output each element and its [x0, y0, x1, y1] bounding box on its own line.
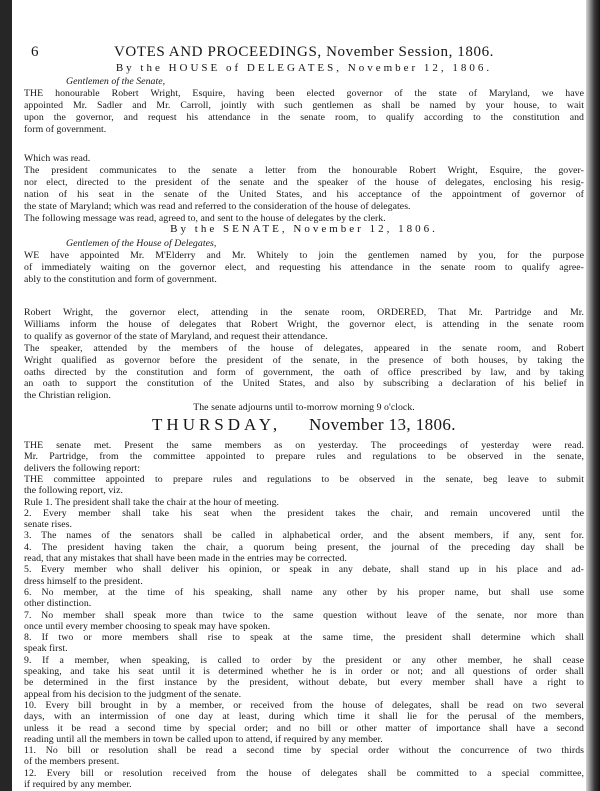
text-line: other distinction. — [24, 598, 92, 610]
text-line: Rule 1. The president shall take the chair at the hour of meeting. — [24, 496, 280, 508]
text-line: The speaker, attended by the members of the house of delegates, appeared in the senate room, and Robert — [24, 342, 584, 354]
text-line: delivers the following report: — [24, 462, 141, 474]
text-line: once until every member choosing to speak may have spoken. — [24, 620, 271, 632]
text-line: Williams inform the house of delegates that Robert Wright, the governor elect, is attending in the senate room — [24, 318, 584, 330]
day-heading-day: THURSDAY, — [152, 416, 282, 434]
text-line: 10. Every bill brought in by a member, or received from the house of delegates, shall be read on two several — [24, 699, 584, 711]
day-heading — [24, 416, 584, 434]
text-line: By the HOUSE of DELEGATES, November 12, 1806. — [115, 63, 493, 74]
text-line: 2. Every member shall take his seat when the president takes the chair, and remain uncovered until the — [24, 507, 584, 519]
day-heading-date: November 13, 1806. — [309, 416, 456, 434]
text-line: 7. No member shall speak more than twice to the same question without leave of the senate, nor more than — [24, 609, 584, 621]
text-line: Mr. Partridge, from the committee appointed to prepare rules and regulations to be observed in the senate, — [24, 451, 584, 463]
page-number: 6 — [31, 44, 40, 60]
text-line: dress himself to the president. — [24, 575, 143, 587]
text-line: be determined in the first instance by the president, without debate, but every member shall have a right to — [24, 677, 584, 689]
text-line: read, that any mistakes that shall have been made in the entries may be corrected. — [24, 553, 347, 564]
text-line: THE honourable Robert Wright, Esquire, having been elected governor of the state of Maryland, we have — [24, 88, 584, 100]
text-line: 5. Every member who shall deliver his opinion, or speak in any debate, shall stand up in his place and ad- — [24, 564, 584, 576]
text-line: 11. No bill or resolution shall be read a second time by special order without the concurrence of two thirds — [24, 745, 584, 757]
text-line: appointed Mr. Sadler and Mr. Carroll, jointly with such gentlemen as shall be named by your house, to wait — [24, 100, 584, 112]
text-line: Gentlemen of the House of Delegates, — [66, 237, 217, 249]
text-line: days, with an intermission of one day at least, during which time it shall lie for the perusal of the members, — [24, 711, 584, 723]
text-line: The president communicates to the senate a letter from the honourable Robert Wright, Esquire, the gover- — [24, 164, 584, 176]
running-title: VOTES AND PROCEEDINGS, November Session, 1806. — [113, 44, 495, 60]
text-line: The following message was read, agreed to, and sent to the house of delegates by the clerk. — [24, 212, 386, 224]
text-line: 4. The president having taken the chair, a quorum being present, the journal of the preceding day shall be — [24, 541, 584, 553]
text-line: By the SENATE, November 12, 1806. — [170, 224, 438, 236]
text-line: ably to the constitution and form of government. — [24, 273, 217, 285]
text-line: an oath to support the constitution of the United States, and also by subscribing a declaration of his belief in — [24, 378, 584, 390]
text-line: the state of Maryland; which was read and referred to the consideration of the house of delegates. — [24, 200, 411, 212]
text-line: upon the governor, and request his attendance in the senate room, to qualify according to the constitution and — [24, 112, 584, 124]
text-line: the following report, viz. — [24, 485, 123, 497]
text-line: THE senate met. Present the same members as on yesterday. The proceedings of yesterday were read. — [24, 440, 584, 451]
text-line: oaths directed by the constitution and form of government, the oath of office prescribed by law, and by taking — [24, 366, 584, 378]
text-line: The senate adjourns until to-morrow morning 9 o'clock. — [193, 402, 415, 414]
text-line: Gentlemen of the Senate, — [66, 76, 166, 88]
text-line: of immediately waiting on the governor elect, and requesting his attendance in the senate room to qualify agree- — [24, 261, 584, 273]
text-line: nor elect, directed to the president of the senate and the speaker of the house of delegates, enclosing his resig- — [24, 176, 584, 188]
text-line: 9. If a member, when speaking, is called to order by the president or any other member, he shall cease — [24, 654, 584, 666]
text-line: 8. If two or more members shall rise to speak at the same time, the president shall determine which shall — [24, 632, 584, 644]
text-line: THE committee appointed to prepare rules and regulations to be observed in the senate, beg leave to submit — [24, 473, 584, 485]
text-line: the Christian religion. — [24, 390, 111, 402]
text-line: 12. Every bill or resolution received from the house of delegates shall be committed to a special committee, — [24, 767, 584, 779]
text-line: 6. No member, at the time of his speaking, shall name any other by his proper name, but shall use some — [24, 586, 584, 598]
text-line: speaking, and take his seat until it is determined whether he is in order or not; and all questions of order shall — [24, 666, 584, 677]
text-line: WE have appointed Mr. M'Elderry and Mr. Whitely to join the gentlemen named by you, for the purpose — [24, 249, 584, 261]
text-line: of the members present. — [24, 756, 120, 768]
text-line: nation of his seat in the senate of the United States, and his acceptance of the appointment of governor of — [24, 188, 584, 200]
text-line: form of government. — [24, 124, 107, 135]
text-line: Wright qualified as governor before the president of the senate, in the presence of both houses, by taking the — [24, 354, 584, 366]
text-line: unless it be read a second time by special order; and no bill or other matter of importance shall have a second — [24, 722, 584, 734]
text-line: appeal from his decision to the judgment of the senate. — [24, 688, 242, 700]
text-line: if required by any member. — [24, 779, 132, 790]
text-line: Which was read. — [24, 153, 91, 164]
text-line: reading until all the members in town be called upon to attend, if required by any member. — [24, 733, 383, 745]
text-line: senate rises. — [24, 519, 72, 531]
text-line: 3. The names of the senators shall be called in alphabetical order, and the absent members, if any, sent for. — [24, 530, 584, 542]
text-line: Robert Wright, the governor elect, attending in the senate room, ORDERED, That Mr. Partridge and Mr. — [24, 307, 584, 318]
text-line: speak first. — [24, 643, 68, 655]
text-line: to qualify as governor of the state of Maryland, and request their attendance. — [24, 330, 328, 342]
